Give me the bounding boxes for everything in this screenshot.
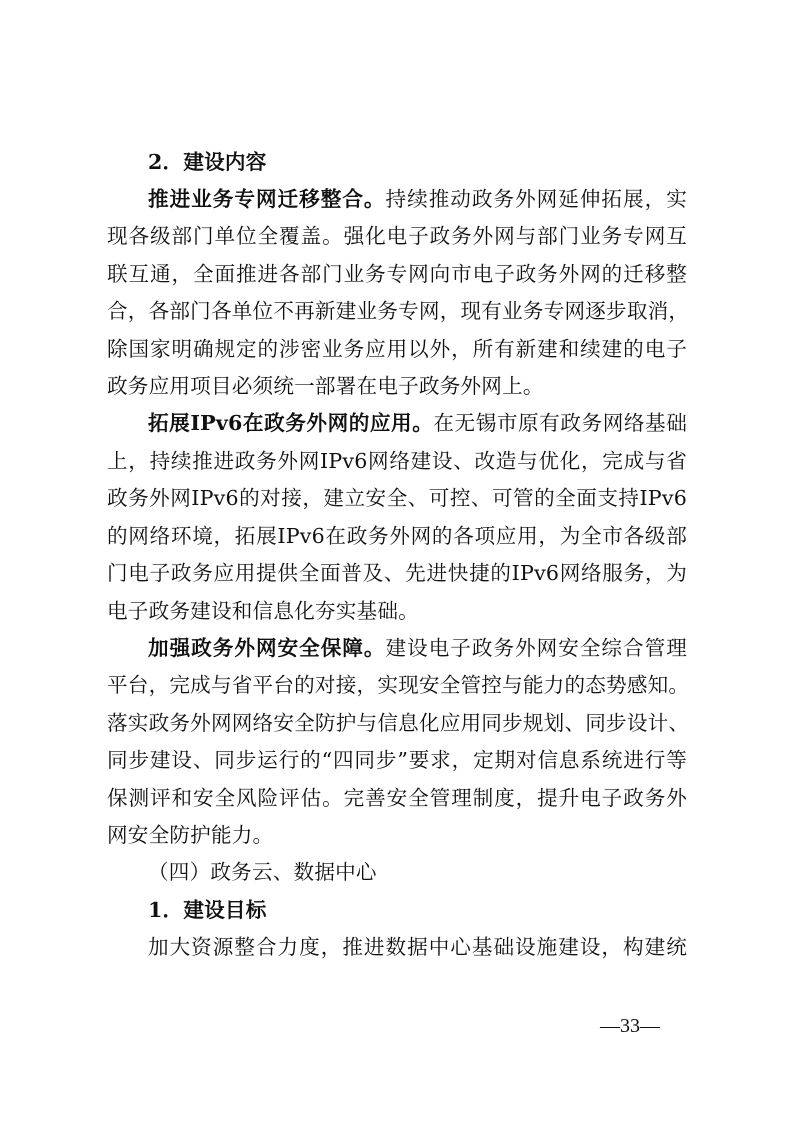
paragraph-lead-title: 拓展IPv6在政务外网的应用。 [148,411,434,435]
paragraph-lead-title: 加强政务外网安全保障。 [148,636,386,660]
paragraph-line: 加大资源整合力度，推进数据中心基础设施建设，构建统 [148,935,687,959]
paragraph-line: 上，持续推进政务外网IPv6网络建设、改造与优化，完成与省 [107,449,687,473]
paragraph-line [148,408,687,438]
section-heading-construction-content: 2．建设内容 [148,150,267,174]
paragraph-line: 落实政务外网网络安全防护与信息化应用同步规划、同步设计、 [107,711,690,735]
paragraph-line: 现各级部门单位全覆盖。强化电子政务外网与部门业务专网互 [107,224,687,248]
page-number: —33— [600,1015,660,1037]
paragraph-line: 门电子政务应用提供全面普及、先进快捷的IPv6网络服务，为 [107,561,687,585]
paragraph-line: 电子政务建设和信息化夯实基础。 [107,599,419,623]
paragraph-line: 合，各部门各单位不再新建业务专网，现有业务专网逐步取消， [107,299,690,323]
paragraph-line: 政务外网IPv6的对接，建立安全、可控、可管的全面支持IPv6 [107,486,687,510]
paragraph-line: 政务应用项目必须统一部署在电子政务外网上。 [107,374,544,398]
paragraph-text: 持续推动政务外网延伸拓展，实 [385,187,687,211]
section-heading-gov-cloud: （四）政务云、数据中心 [148,860,377,884]
paragraph-text: 在无锡市原有政务网络基础 [433,411,687,435]
paragraph-line: 平台，完成与省平台的对接，实现安全管控与能力的态势感知。 [107,673,690,697]
paragraph-line: 保测评和安全风险评估。完善安全管理制度，提升电子政务外 [107,786,687,810]
paragraph-line [148,184,687,214]
paragraph-line: 除国家明确规定的涉密业务应用以外，所有新建和续建的电子 [107,337,687,361]
paragraph-lead-title: 推进业务专网迁移整合。 [148,187,386,211]
paragraph-line: 同步建设、同步运行的“四同步”要求，定期对信息系统进行等 [107,748,687,772]
section-heading-construction-goal: 1．建设目标 [148,898,267,922]
paragraph-line [148,633,687,663]
paragraph-line: 网安全防护能力。 [107,823,274,847]
paragraph-line: 的网络环境，拓展IPv6在政务外网的各项应用，为全市各级部 [107,524,687,548]
paragraph-text: 建设电子政务外网安全综合管理 [385,636,687,660]
paragraph-line: 联互通，全面推进各部门业务专网向市电子政务外网的迁移整 [107,262,687,286]
